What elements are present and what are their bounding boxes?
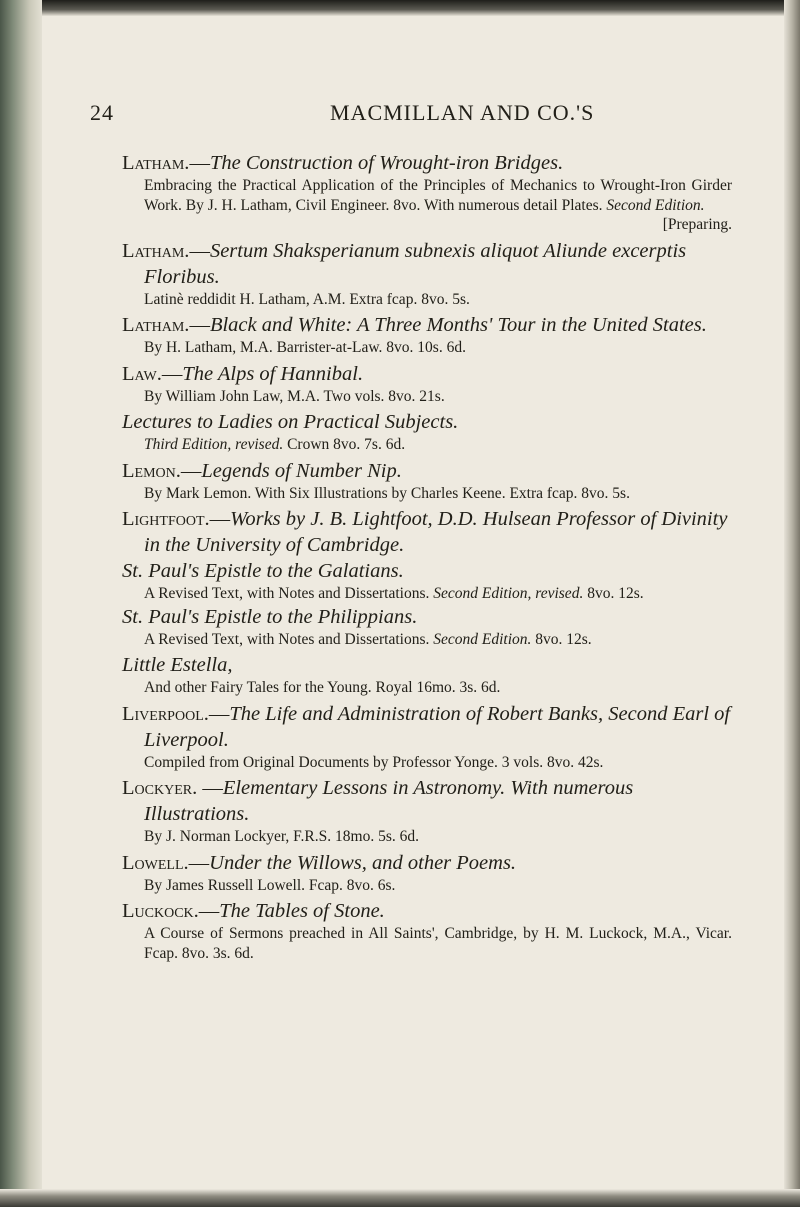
entry-title: Under the Willows, and other Poems. [209,851,517,874]
entry-title: Works by J. B. Lightfoot, D.D. Hulsean Professor of Divinity in the University of Cambridge. [144,508,728,556]
entry-description: By Mark Lemon. With Six Illustrations by Charles Keene. Extra fcap. 8vo. 5s. [144,484,630,502]
entry-heading: Latham.—Sertum Shaksperianum subnexis aliquot Aliunde excerptis Floribus. [122,239,687,288]
entry-description: By J. Norman Lockyer, F.R.S. 18mo. 5s. 6d. [144,828,419,845]
entry-description: By William John Law, M.A. Two vols. 8vo. 21s. [144,387,445,405]
entry-title: The Alps of Hannibal. [182,362,364,385]
page-right-edge [784,0,800,1207]
subwork-description [144,584,732,604]
catalogue-entry [122,238,732,310]
catalogue-entries [122,150,732,966]
page-top-edge [0,0,800,16]
entry-author: Liverpool. [122,702,209,725]
page-bottom-edge [0,1189,800,1207]
entry-heading: Lowell.—Under the Willows, and other Poems. [122,851,517,874]
entry-edition: Second Edition. [606,196,705,214]
entry-heading: Latham.—The Construction of Wrought-iron Bridges. [122,152,564,174]
catalogue-entry [122,850,732,896]
subwork-desc-text: A Revised Text, with Notes and Dissertations. [144,585,430,602]
entry-title: Lectures to Ladies on Practical Subjects. [122,411,459,433]
subwork-price: 8vo. 12s. [587,585,644,602]
catalogue-entry [122,898,732,963]
entry-author: Latham. [122,152,190,174]
running-head: MACMILLAN AND CO.'S [330,100,595,125]
entry-heading: Lockyer. —Elementary Lessons in Astronomy. With numerous Illustrations. [122,777,634,825]
entry-title: Black and White: A Three Months' Tour in the United States. [209,314,707,336]
entry-description: By James Russell Lowell. Fcap. 8vo. 6s. [144,876,396,894]
subwork-title: St. Paul's Epistle to the Galatians. [122,560,404,582]
entry-description: And other Fairy Tales for the Young. Royal 16mo. 3s. 6d. [144,679,501,696]
entry-heading: Law.—The Alps of Hannibal. [122,362,364,385]
entry-author: Latham. [122,314,190,336]
catalogue-entry [122,458,732,504]
entry-author: Law. [122,362,162,385]
catalogue-entry [122,361,732,407]
entry-heading: Lemon.—Legends of Number Nip. [122,459,402,482]
catalogue-entry [122,701,732,773]
page-number: 24 [90,100,114,125]
entry-author: Luckock. [122,900,199,922]
entry-title: The Tables of Stone. [219,900,385,922]
subwork-edition: Second Edition, revised. [433,585,584,602]
subwork-edition: Second Edition. [433,630,532,648]
subwork-title: St. Paul's Epistle to the Philippians. [122,605,418,628]
entry-status: [Preparing. [662,216,732,233]
catalogue-entry [122,775,732,847]
page-header [90,100,730,134]
entry-author: Lockyer. [122,777,198,799]
catalogue-entry [122,652,732,698]
catalogue-entry [122,506,732,649]
entry-edition: Third Edition, revised. [144,436,284,453]
subwork-desc-text: A Revised Text, with Notes and Dissertations. [144,630,430,648]
entry-description: By H. Latham, M.A. Barrister-at-Law. 8vo. 10s. 6d. [144,339,466,356]
entry-heading: Lightfoot.—Works by J. B. Lightfoot, D.D. Hulsean Professor of Divinity in the University of Cambridge. [122,508,728,556]
entry-desc-text: Embracing the Practical Application of the Principles of Mechanics to Wrought-Iron Girder Work. By J. H. Latham, Civil Engineer. 8vo. With numerous detail Plates. [144,177,732,214]
entry-title: Legends of Number Nip. [201,459,402,482]
entry-title: Little Estella, [122,654,233,676]
entry-heading: Latham.—Black and White: A Three Months' Tour in the United States. [122,314,707,336]
catalogue-entry [122,409,732,455]
entry-description [144,176,732,233]
subwork-price: 8vo. 12s. [535,630,592,648]
entry-author: Latham. [122,239,190,262]
entry-author: Lightfoot. [122,508,210,530]
entry-author: Lemon. [122,459,181,482]
entry-title: The Construction of Wrought-iron Bridges. [209,152,564,174]
entry-title: Sertum Shaksperianum subnexis aliquot Aliunde excerptis Floribus. [144,239,687,288]
catalogue-entry [122,312,732,358]
entry-desc-text: Crown 8vo. 7s. 6d. [287,436,406,453]
entry-heading: Liverpool.—The Life and Administration of Robert Banks, Second Earl of Liverpool. [122,702,731,751]
entry-description: Compiled from Original Documents by Professor Yonge. 3 vols. 8vo. 42s. [144,753,604,771]
entry-author: Lowell. [122,851,189,874]
entry-title: Elementary Lessons in Astronomy. With numerous Illustrations. [144,777,634,825]
entry-heading: Luckock.—The Tables of Stone. [122,900,385,922]
entry-description: A Course of Sermons preached in All Saints', Cambridge, by H. M. Luckock, M.A., Vicar. Fcap. 8vo. 3s. 6d. [144,925,732,962]
entry-title: The Life and Administration of Robert Banks, Second Earl of Liverpool. [144,702,731,751]
entry-description [144,435,732,455]
catalogue-entry [122,150,732,235]
subwork-description [144,630,732,650]
book-binding-edge [0,0,42,1207]
entry-description: Latinè reddidit H. Latham, A.M. Extra fcap. 8vo. 5s. [144,290,470,308]
